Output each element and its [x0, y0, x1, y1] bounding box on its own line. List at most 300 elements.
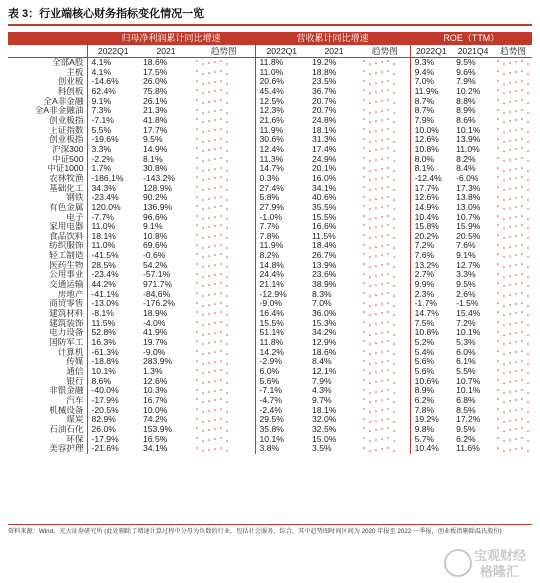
trend-sparkline-icon: [193, 203, 255, 213]
watermark-text: 格隆汇: [480, 564, 520, 579]
trend-dot: [527, 199, 529, 201]
trend-dot: [208, 429, 210, 431]
trend-dot: [214, 361, 216, 363]
trend-sparkline-icon: [360, 357, 410, 367]
trend-dot: [375, 246, 377, 248]
trend-dot: [369, 353, 371, 355]
revenue-2021: 12.1%: [312, 367, 337, 376]
trend-dot: [509, 265, 511, 267]
trend-dot: [375, 256, 377, 258]
trend-dot: [393, 257, 395, 259]
trend-sparkline-icon: [193, 68, 255, 78]
trend-dot: [393, 189, 395, 191]
revenue-2021: 34.1%: [312, 183, 337, 193]
trend-dot: [509, 391, 511, 393]
trend-dot: [375, 101, 377, 103]
net-profit-2021: 16.7%: [143, 395, 168, 405]
trend-dot: [381, 226, 383, 228]
trend-dot: [521, 273, 523, 275]
roe-2021q4: 10.1%: [456, 386, 481, 396]
trend-dot: [202, 208, 204, 210]
roe-2021q4: 15.4%: [456, 309, 481, 319]
net-profit-2022q1: 11.0%: [87, 222, 139, 232]
net-profit-2022q1: 4.1%: [87, 68, 139, 78]
trend-dot: [497, 292, 499, 294]
trend-dot: [369, 450, 371, 452]
trend-dot: [196, 360, 198, 362]
net-profit-2021: 10.8%: [143, 231, 168, 241]
trend-dot: [220, 205, 222, 207]
trend-dot: [220, 408, 222, 410]
trend-dot: [521, 147, 523, 149]
trend-dot: [369, 401, 371, 403]
revenue-2021: 36.7%: [312, 86, 337, 96]
roe-2022q1: 15.8%: [410, 222, 452, 232]
trend-dot: [393, 199, 395, 201]
revenue-2021: 16.0%: [312, 173, 337, 183]
trend-dot: [527, 450, 529, 452]
trend-dot: [375, 82, 377, 84]
trend-dot: [369, 295, 371, 297]
net-profit-2022q1: -17.9%: [87, 435, 139, 445]
revenue-2021: 32.5%: [312, 424, 337, 434]
roe-2021q4: 5.5%: [456, 367, 476, 376]
trend-dot: [393, 266, 395, 268]
trend-dot: [521, 398, 523, 400]
trend-sparkline-icon: [494, 261, 532, 271]
sub-header: 2022Q1: [87, 45, 139, 58]
table-row: [8, 290, 532, 300]
roe-2022q1: 13.2%: [410, 261, 452, 271]
trend-dot: [208, 82, 210, 84]
trend-dot: [202, 131, 204, 133]
trend-dot: [509, 381, 511, 383]
trend-dot: [387, 138, 389, 140]
roe-2022q1: 9.9%: [410, 280, 452, 290]
table-row: [8, 309, 532, 319]
row-label: 中证1000: [47, 164, 84, 174]
sub-header: 2022Q1: [410, 45, 452, 58]
trend-dot: [509, 420, 511, 422]
trend-dot: [503, 121, 505, 123]
trend-dot: [226, 353, 228, 355]
trend-dot: [214, 177, 216, 179]
trend-dot: [202, 83, 204, 85]
trend-dot: [208, 111, 210, 113]
trend-dot: [363, 244, 365, 246]
trend-dot: [375, 410, 377, 412]
trend-dot: [363, 418, 365, 420]
trend-dot: [220, 157, 222, 159]
trend-dot: [503, 257, 505, 259]
table-row: [8, 261, 532, 271]
trend-dot: [521, 302, 523, 304]
row-label: 非银金融: [49, 386, 84, 396]
trend-dot: [196, 331, 198, 333]
trend-dot: [226, 218, 228, 220]
trend-dot: [226, 179, 228, 181]
trend-dot: [226, 64, 228, 66]
net-profit-2021: -57.1%: [143, 270, 171, 280]
trend-dot: [208, 410, 210, 412]
trend-dot: [220, 263, 222, 265]
net-profit-2022q1: -23.4%: [87, 270, 139, 280]
trend-dot: [369, 141, 371, 143]
row-label: 基础化工: [49, 183, 84, 193]
net-profit-2021: 26.0%: [143, 77, 168, 87]
trend-dot: [214, 274, 216, 276]
trend-dot: [208, 372, 210, 374]
trend-dot: [387, 176, 389, 178]
trend-dot: [202, 353, 204, 355]
trend-dot: [387, 321, 389, 323]
trend-sparkline-icon: [494, 155, 532, 165]
roe-2021q4: 11.0%: [456, 144, 480, 154]
trend-sparkline-icon: [494, 174, 532, 184]
trend-dot: [381, 197, 383, 199]
trend-sparkline-icon: [494, 377, 532, 387]
trend-dot: [509, 159, 511, 161]
net-profit-2021: 9.1%: [143, 222, 163, 232]
trend-dot: [503, 373, 505, 375]
trend-dot: [515, 409, 517, 411]
trend-dot: [220, 234, 222, 236]
trend-dot: [521, 408, 523, 410]
trend-dot: [509, 372, 511, 374]
table-row: [8, 406, 532, 416]
trend-dot: [503, 102, 505, 104]
trend-dot: [220, 398, 222, 400]
trend-sparkline-icon: [494, 299, 532, 309]
trend-dot: [214, 139, 216, 141]
trend-dot: [214, 119, 216, 121]
trend-dot: [393, 363, 395, 365]
trend-sparkline-icon: [193, 280, 255, 290]
trend-sparkline-icon: [193, 97, 255, 107]
table-row: [8, 193, 532, 203]
trend-dot: [393, 92, 395, 94]
trend-dot: [226, 170, 228, 172]
trend-dot: [515, 119, 517, 121]
roe-2021q4: 11.6%: [456, 444, 480, 454]
trend-sparkline-icon: [193, 164, 255, 174]
roe-2021q4: 6.1%: [456, 357, 476, 367]
trend-dot: [375, 63, 377, 65]
trend-dot: [375, 111, 377, 113]
net-profit-2021: -143.2%: [143, 173, 176, 183]
trend-dot: [363, 118, 365, 120]
trend-dot: [521, 99, 523, 101]
trend-dot: [381, 313, 383, 315]
trend-dot: [369, 208, 371, 210]
watermark-logo-icon: [444, 549, 472, 577]
trend-sparkline-icon: [360, 319, 410, 329]
row-label: 主板: [66, 67, 84, 77]
roe-2022q1: -12.4%: [410, 174, 452, 184]
trend-dot: [202, 102, 204, 104]
trend-dot: [226, 373, 228, 375]
trend-sparkline-icon: [360, 135, 410, 145]
trend-dot: [214, 226, 216, 228]
trend-dot: [375, 91, 377, 93]
sub-header: 趋势图: [360, 45, 410, 58]
trend-dot: [497, 398, 499, 400]
revenue-2022q1: 27.9%: [255, 203, 308, 213]
table-row: [8, 97, 532, 107]
trend-dot: [226, 440, 228, 442]
trend-dot: [497, 370, 499, 372]
net-profit-2021: 41.8%: [143, 115, 168, 125]
trend-dot: [521, 292, 523, 294]
trend-dot: [387, 99, 389, 101]
trend-dot: [509, 101, 511, 103]
trend-dot: [393, 401, 395, 403]
trend-dot: [375, 130, 377, 132]
trend-dot: [375, 429, 377, 431]
trend-dot: [393, 237, 395, 239]
trend-dot: [208, 323, 210, 325]
trend-dot: [497, 147, 499, 149]
roe-2022q1: 20.2%: [410, 232, 452, 242]
trend-dot: [202, 247, 204, 249]
net-profit-2022q1: 34.3%: [87, 184, 139, 194]
trend-dot: [393, 344, 395, 346]
trend-dot: [202, 73, 204, 75]
trend-sparkline-icon: [360, 213, 410, 223]
trend-dot: [226, 92, 228, 94]
table-row: [8, 299, 532, 309]
table-row: [8, 241, 532, 251]
trend-dot: [509, 130, 511, 132]
row-label: 环保: [66, 434, 84, 444]
net-profit-2021: 41.9%: [143, 328, 168, 338]
trend-dot: [220, 312, 222, 314]
trend-sparkline-icon: [360, 77, 410, 87]
table-row: [8, 367, 532, 377]
roe-2022q1: 7.9%: [410, 116, 452, 126]
trend-dot: [503, 170, 505, 172]
trend-dot: [196, 89, 198, 91]
trend-dot: [393, 440, 395, 442]
trend-dot: [393, 295, 395, 297]
trend-sparkline-icon: [193, 299, 255, 309]
trend-dot: [369, 83, 371, 85]
trend-dot: [369, 112, 371, 114]
trend-dot: [208, 343, 210, 345]
net-profit-2021: 18.9%: [143, 309, 168, 319]
trend-dot: [226, 324, 228, 326]
trend-dot: [196, 196, 198, 198]
trend-sparkline-icon: [494, 213, 532, 223]
trend-dot: [196, 263, 198, 265]
trend-sparkline-icon: [360, 328, 410, 338]
net-profit-2022q1: 7.3%: [87, 106, 139, 116]
trend-dot: [527, 247, 529, 249]
trend-dot: [393, 353, 395, 355]
roe-2021q4: -1.5%: [456, 299, 479, 309]
trend-dot: [208, 294, 210, 296]
revenue-2022q1: 7.8%: [255, 232, 308, 242]
footer-divider: [8, 524, 532, 525]
net-profit-2021: 136.9%: [143, 202, 173, 212]
revenue-2022q1: 14.2%: [255, 348, 308, 358]
trend-dot: [497, 167, 499, 169]
trend-dot: [196, 418, 198, 420]
revenue-2021: 15.5%: [312, 212, 337, 222]
trend-dot: [363, 321, 365, 323]
trend-dot: [226, 121, 228, 123]
trend-dot: [527, 228, 529, 230]
net-profit-2021: -4.0%: [143, 318, 166, 328]
row-label: 纺织服饰: [49, 241, 84, 251]
trend-dot: [521, 167, 523, 169]
trend-dot: [393, 305, 395, 307]
row-label: 电子: [66, 212, 84, 222]
trend-dot: [363, 398, 365, 400]
trend-dot: [387, 341, 389, 343]
trend-dot: [515, 62, 517, 64]
trend-dot: [497, 321, 499, 323]
trend-dot: [503, 430, 505, 432]
trend-dot: [509, 63, 511, 65]
trend-sparkline-icon: [360, 435, 410, 445]
trend-dot: [369, 170, 371, 172]
trend-dot: [381, 90, 383, 92]
trend-dot: [393, 150, 395, 152]
table-row: [8, 164, 532, 174]
trend-sparkline-icon: [360, 367, 410, 377]
trend-dot: [521, 263, 523, 265]
table-row: [8, 396, 532, 406]
trend-sparkline-icon: [494, 87, 532, 97]
trend-dot: [527, 392, 529, 394]
revenue-2021: 20.1%: [312, 164, 337, 174]
trend-dot: [381, 235, 383, 237]
trend-sparkline-icon: [193, 213, 255, 223]
revenue-2022q1: 24.4%: [255, 270, 308, 280]
trend-dot: [387, 80, 389, 82]
trend-dot: [369, 247, 371, 249]
trend-dot: [208, 362, 210, 364]
trend-dot: [196, 234, 198, 236]
net-profit-2021: 153.9%: [143, 424, 173, 434]
trend-dot: [220, 427, 222, 429]
trend-sparkline-icon: [494, 309, 532, 319]
trend-sparkline-icon: [193, 241, 255, 251]
trend-sparkline-icon: [193, 126, 255, 136]
table-row: [8, 444, 532, 454]
revenue-2021: 36.0%: [312, 309, 337, 319]
trend-sparkline-icon: [494, 222, 532, 232]
trend-dot: [515, 90, 517, 92]
trend-dot: [497, 273, 499, 275]
revenue-2021: 23.6%: [312, 270, 337, 280]
net-profit-2022q1: 10.1%: [87, 367, 139, 377]
trend-dot: [521, 186, 523, 188]
trend-dot: [527, 286, 529, 288]
trend-dot: [393, 102, 395, 104]
trend-dot: [515, 216, 517, 218]
trend-sparkline-icon: [360, 203, 410, 213]
net-profit-2021: 26.1%: [143, 96, 168, 106]
trend-dot: [226, 112, 228, 114]
trend-dot: [220, 341, 222, 343]
trend-sparkline-icon: [360, 164, 410, 174]
trend-dot: [527, 305, 529, 307]
trend-dot: [521, 157, 523, 159]
net-profit-2022q1: 82.9%: [87, 415, 139, 425]
roe-2022q1: 17.7%: [410, 184, 452, 194]
table-row: [8, 155, 532, 165]
net-profit-2021: -9.0%: [143, 347, 166, 357]
trend-dot: [527, 112, 529, 114]
revenue-2021: 38.9%: [312, 280, 337, 290]
trend-dot: [527, 324, 529, 326]
trend-dot: [515, 419, 517, 421]
row-label: 创业板: [57, 77, 84, 87]
trend-sparkline-icon: [494, 415, 532, 425]
trend-dot: [214, 110, 216, 112]
trend-dot: [202, 344, 204, 346]
table-row: [8, 126, 532, 136]
trend-dot: [381, 168, 383, 170]
trend-dot: [503, 315, 505, 317]
trend-dot: [196, 138, 198, 140]
trend-dot: [214, 371, 216, 373]
trend-dot: [375, 372, 377, 374]
trend-dot: [214, 158, 216, 160]
trend-dot: [381, 110, 383, 112]
revenue-2022q1: 5.6%: [255, 377, 308, 387]
trend-dot: [369, 276, 371, 278]
trend-dot: [208, 333, 210, 335]
trend-dot: [387, 118, 389, 120]
trend-dot: [509, 285, 511, 287]
trend-dot: [220, 389, 222, 391]
table-row: [8, 135, 532, 145]
trend-sparkline-icon: [360, 193, 410, 203]
trend-sparkline-icon: [494, 203, 532, 213]
trend-dot: [515, 351, 517, 353]
row-label: 通信: [66, 367, 84, 376]
net-profit-2022q1: -13.0%: [87, 299, 139, 309]
trend-dot: [387, 418, 389, 420]
roe-2022q1: -1.7%: [410, 299, 452, 309]
trend-dot: [375, 343, 377, 345]
trend-dot: [497, 128, 499, 130]
trend-dot: [509, 314, 511, 316]
trend-dot: [521, 379, 523, 381]
roe-2022q1: 11.9%: [410, 87, 452, 97]
net-profit-2022q1: 28.5%: [87, 261, 139, 271]
trend-dot: [497, 408, 499, 410]
trend-dot: [515, 332, 517, 334]
trend-dot: [196, 437, 198, 439]
roe-2021q4: 9.1%: [456, 251, 476, 261]
trend-dot: [387, 302, 389, 304]
trend-sparkline-icon: [494, 367, 532, 377]
trend-dot: [503, 92, 505, 94]
revenue-2022q1: 11.8%: [255, 338, 308, 348]
trend-dot: [220, 350, 222, 352]
revenue-2022q1: 16.4%: [255, 309, 308, 319]
trend-dot: [196, 273, 198, 275]
trend-dot: [220, 360, 222, 362]
trend-dot: [208, 381, 210, 383]
trend-dot: [202, 295, 204, 297]
trend-dot: [521, 138, 523, 140]
net-profit-2021: 69.6%: [143, 241, 168, 251]
